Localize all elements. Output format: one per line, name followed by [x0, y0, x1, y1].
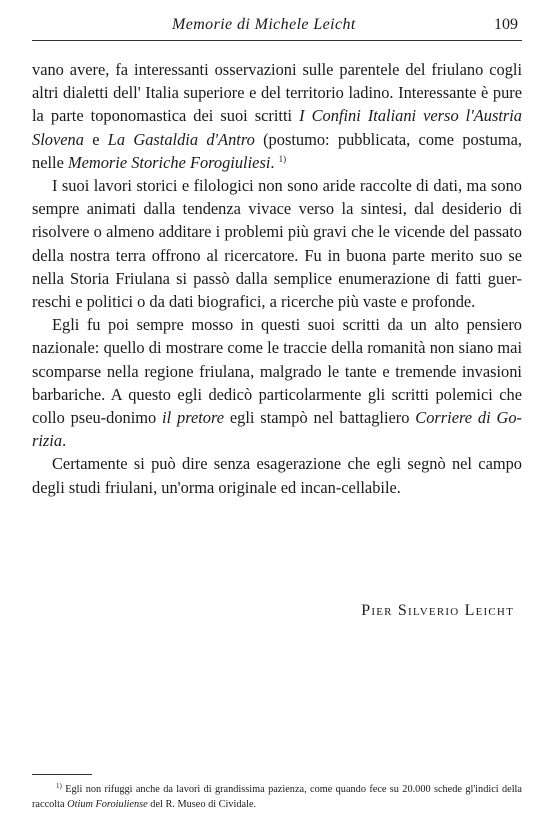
page-header — [32, 14, 522, 41]
footnote-reference[interactable]: 1) — [278, 153, 287, 164]
footnote-text: $^{1)}$ Egli non rifuggì anche da lavori di grandissima pazienza, come quando fece su 20.000 schede gl'indici della raccolta Otium Foroiuliense del R. Museo di Cividale. — [32, 782, 522, 810]
running-title: Memorie di Michele Leicht — [172, 16, 356, 33]
paragraph-1: vano avere, fa interessanti osservazioni sulle parentele del friulano cogli altri dialetti dell' Italia superiore e del territorio ladino. Interessante è pure la parte toponomastica dei suoi scritti I Confini Italiani verso l'Austria Slovena e La Gastaldia d'Antro (postumo: pubblicata, come postuma, nelle Memorie Storiche Forogiuliesi. $^{1)}$ — [32, 60, 523, 172]
signature-middle-name: Silverio — [397, 602, 460, 619]
pseudonym: il pretore — [162, 408, 225, 428]
paragraph-4: Certamente si può dire senza esagerazione che egli segnò nel campo degli studi friulani, un'orma originale ed incan-cellabile. — [32, 454, 522, 497]
journal-title: Memorie Storiche Forogiuliesi — [67, 152, 271, 172]
page-number: 109 — [494, 16, 518, 33]
signature-first-name: Pier — [361, 602, 393, 619]
footnote — [32, 782, 522, 812]
collection-title: Otium Foroiuliense — [67, 799, 148, 810]
author-signature — [361, 602, 514, 620]
body-text — [32, 58, 522, 499]
paragraph-2: I suoi lavori storici e filologici non sono aride raccolte di dati, ma sono sempre animati dalla tendenza vivace verso la sintesi, dal desiderio di risolvere o almeno additare i problemi più gravi che le vicende del passato della nostra terra offrono al ricercatore. Fu in buona parte merito suo se nella Storia Friulana si passò dalla semplice enumerazione di fatti guer-reschi e politici o da dati biografici, a ricerche più vaste e profonde. — [32, 176, 522, 312]
book-title: I Confini Italiani verso l'Austria Slovena — [32, 106, 523, 149]
signature-last-name: Leicht — [464, 602, 514, 619]
footnote-marker: 1) — [56, 782, 62, 790]
journal-title: Corriere di Go-rizia — [32, 408, 522, 451]
paragraph-3: Egli fu poi sempre mosso in questi suoi scritti da un alto pensiero nazionale: quello di mostrare come le traccie della romanità non siano mai scomparse nella regione friulana, malgrado le tante e tremende invasioni barbariche. A questo egli dedicò particolarmente gli scritti polemici che collo pseu-donimo il pretore egli stampò nel battagliero Corriere di Go-rizia. — [32, 315, 522, 451]
footnote-divider — [32, 774, 92, 775]
book-title: La Gastaldia d'Antro — [107, 129, 255, 149]
